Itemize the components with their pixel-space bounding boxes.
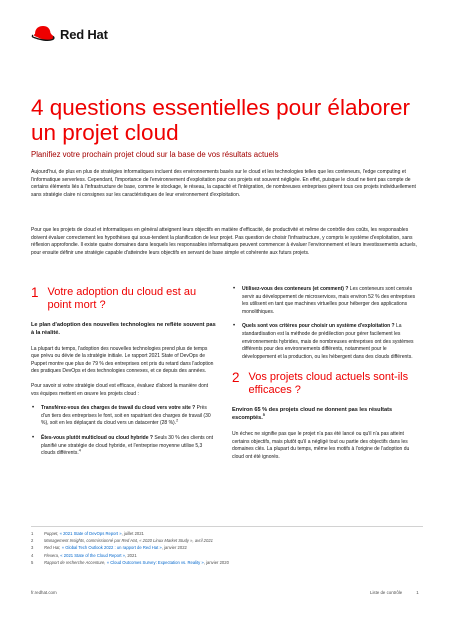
- footnote-number: 3: [31, 545, 34, 551]
- section-2-lead-text: Environ 65 % des projets cloud ne donnent pas les résultats escomptés.: [232, 407, 393, 422]
- footnote-suffix: , janvier 2020: [203, 559, 229, 565]
- footnote-link[interactable]: « 2021 State of DevOps Report »: [59, 531, 122, 536]
- footnotes: [31, 530, 423, 566]
- footnote-suffix: , janvier 2022: [161, 545, 187, 551]
- footnote: [31, 552, 423, 559]
- bullet-icon: •: [32, 405, 35, 412]
- bullet-text: Les conteneurs sont censés servir au développement de microservices, mais environ 52 % des entreprises les utilisent en tant que machines virtuelles pour héberger des applications monolithiques.: [242, 286, 416, 315]
- section-2-number: 2: [232, 370, 240, 386]
- section-2-paragraph-1: Un échec ne signifie pas que le projet n'a pas été lancé ou qu'il n'a pas atteint certains objectifs, mais plutôt qu'il a négligé tout ou partie des objectifs dans les domaines clés. La plupart du temps, même les motifs à l'origine de l'adoption du cloud ont été ignorés.: [232, 430, 410, 460]
- red-hat-logo: [31, 25, 108, 43]
- bullet-question: Transférez-vous des charges de travail du cloud vers votre site ?: [41, 405, 196, 412]
- bullet-icon: •: [233, 286, 236, 292]
- list-item: [232, 286, 422, 316]
- section-2-title: Vos projets cloud actuels sont-ils efficaces ?: [248, 371, 409, 397]
- footnote-text: Rapport de recherche Accenture,: [44, 559, 107, 565]
- section-1-lead: Le plan d'adoption des nouvelles technologies ne reflète souvent pas à la réalité.: [31, 322, 216, 336]
- list-item: [31, 405, 216, 428]
- footer-site[interactable]: fr.redhat.com: [31, 590, 57, 595]
- footnote-text: Flexera,: [44, 552, 61, 558]
- footnote-number: 2: [31, 538, 34, 544]
- footnote: [31, 537, 423, 544]
- footnote-number: 1: [31, 531, 34, 536]
- footnote-text: Puppet,: [44, 531, 60, 536]
- footnote-ref[interactable]: 5: [262, 413, 265, 418]
- bullet-icon: •: [32, 434, 35, 441]
- footnote-link[interactable]: « Cloud Outcomes Survey: Expectation vs. Reality »: [106, 559, 204, 565]
- section-2-lead: [232, 407, 422, 423]
- section-2-heading: [232, 371, 422, 397]
- list-item: [31, 435, 216, 458]
- section-1-paragraph-1: La plupart du temps, l'adoption des nouvelles technologies prend plus de temps que prévu ou dévie de la stratégie initiale. Le rapport 2021 State of DevOps de Puppet montre que plus de 79 % des entreprises ont pris du retard dans l'adoption des pratiques DevOps et des technologies connexes, et ce depuis des années.: [31, 345, 214, 375]
- red-hat-icon: [31, 25, 55, 43]
- footnote-divider: [31, 526, 423, 527]
- page-subtitle: Planifiez votre prochain projet cloud sur la base de vos résultats actuels: [31, 150, 279, 159]
- section-1-bullet-list: [31, 405, 216, 458]
- footnote-text: Management Insights, commissionné par Red Hat, « 2020 Linux Market Study », avril 2021: [44, 538, 213, 544]
- footer-doc-info: [370, 590, 419, 595]
- footnote-number: 5: [31, 559, 34, 565]
- footnote: [31, 544, 423, 551]
- footer-page-number: 1: [416, 590, 419, 595]
- footnote-ref[interactable]: 2: [176, 418, 179, 423]
- section-1-bullet-list-continued: [232, 286, 422, 361]
- intro-paragraph-1: Aujourd'hui, de plus en plus de stratégies informatiques incluent des environnements basés sur le cloud et les technologies telles que les conteneurs, l'edge computing et l'informatique serverless. Cependant, l'importance de l'environnement d'exploitation pour ces projets est souvent négligée. En effet, puisque le cloud ne tient pas compte de certains éléments liés à l'infrastructure de base, comme le stockage, le réseau, la capacité et l'intégration, de nombreuses entreprises gèrent tous ces projets individuellement sans stratégie claire ni consignes sur les caractéristiques de leur environnement d'exploitation.: [31, 169, 416, 198]
- footer-doc-type: Liste de contrôle: [370, 590, 403, 595]
- footnote-suffix: , juillet 2021: [121, 531, 144, 536]
- footnote-link[interactable]: « Global Tech Outlook 2022 : un rapport de Red Hat »: [61, 545, 162, 551]
- left-column: [31, 286, 216, 465]
- bullet-text: La standardisation est la méthode de prédilection pour gérer facilement les environnements hybrides, mais de nombreuses entreprises ont des systèmes différents pour des environnements différents, notamment pour le développement et la production, ou les hébergent dans des clouds différents.: [242, 323, 414, 360]
- bullet-question: Quels sont vos critères pour choisir un système d'exploitation ?: [242, 323, 395, 330]
- page-title: 4 questions essentielles pour élaborer un projet cloud: [31, 95, 410, 145]
- footnote: [31, 530, 423, 537]
- section-1-title: Votre adoption du cloud est au point mort ?: [47, 286, 197, 311]
- bullet-text: Près d'un tiers des entreprises le font, soit en rapatriant des charges de travail (30 %), soit en les déplaçant du cloud vers un datacenter (28 %).: [41, 405, 211, 427]
- bullet-question: Utilisez-vous des conteneurs (et comment) ?: [242, 286, 349, 292]
- section-1-heading: [31, 286, 216, 312]
- logo-wordmark: Red Hat: [60, 26, 108, 42]
- footnote: [31, 559, 423, 566]
- bullet-icon: •: [233, 323, 236, 330]
- footnote-link[interactable]: « 2021 State of the Cloud Report »: [60, 552, 126, 558]
- footnote-ref[interactable]: 4: [78, 448, 81, 453]
- list-item: [232, 323, 422, 361]
- footnote-suffix: , 2021: [125, 552, 137, 558]
- bullet-question: Êtes-vous plutôt multicloud ou cloud hybride ?: [41, 434, 153, 441]
- intro-paragraph-2: Pour que les projets de cloud et informatiques en général atteignent leurs objectifs en matière d'efficacité, de productivité et même de contrôle des coûts, les responsables doivent évaluer correctement les hypothèses qui sous-tendent la planification de leur projet. Pas question de choisir l'infrastructure, y compris le système d'exploitation, sans réflexion approfondie. Il existe quatre domaines dans lesquels les responsables informatiques peuvent commencer à évaluer l'environnement et leurs investissements actuels, pour ensuite définir une stratégie capable d'atteindre leurs objectifs en servant de base simple et cohérente aux futurs projets.: [31, 227, 417, 256]
- footnote-number: 4: [31, 552, 34, 558]
- footnote-text: Red Hat,: [44, 545, 62, 551]
- section-1-number: 1: [31, 285, 39, 300]
- right-column: [232, 286, 422, 468]
- section-1-paragraph-2: Pour savoir si votre stratégie cloud est efficace, évaluez d'abord la manière dont vos équipes mettent en œuvre les projets cloud :: [31, 382, 209, 397]
- bullet-text: Seuls 30 % des clients ont planifié une stratégie de cloud hybride, et l'entreprise moyenne utilise 5,3 clouds différents.: [41, 434, 213, 457]
